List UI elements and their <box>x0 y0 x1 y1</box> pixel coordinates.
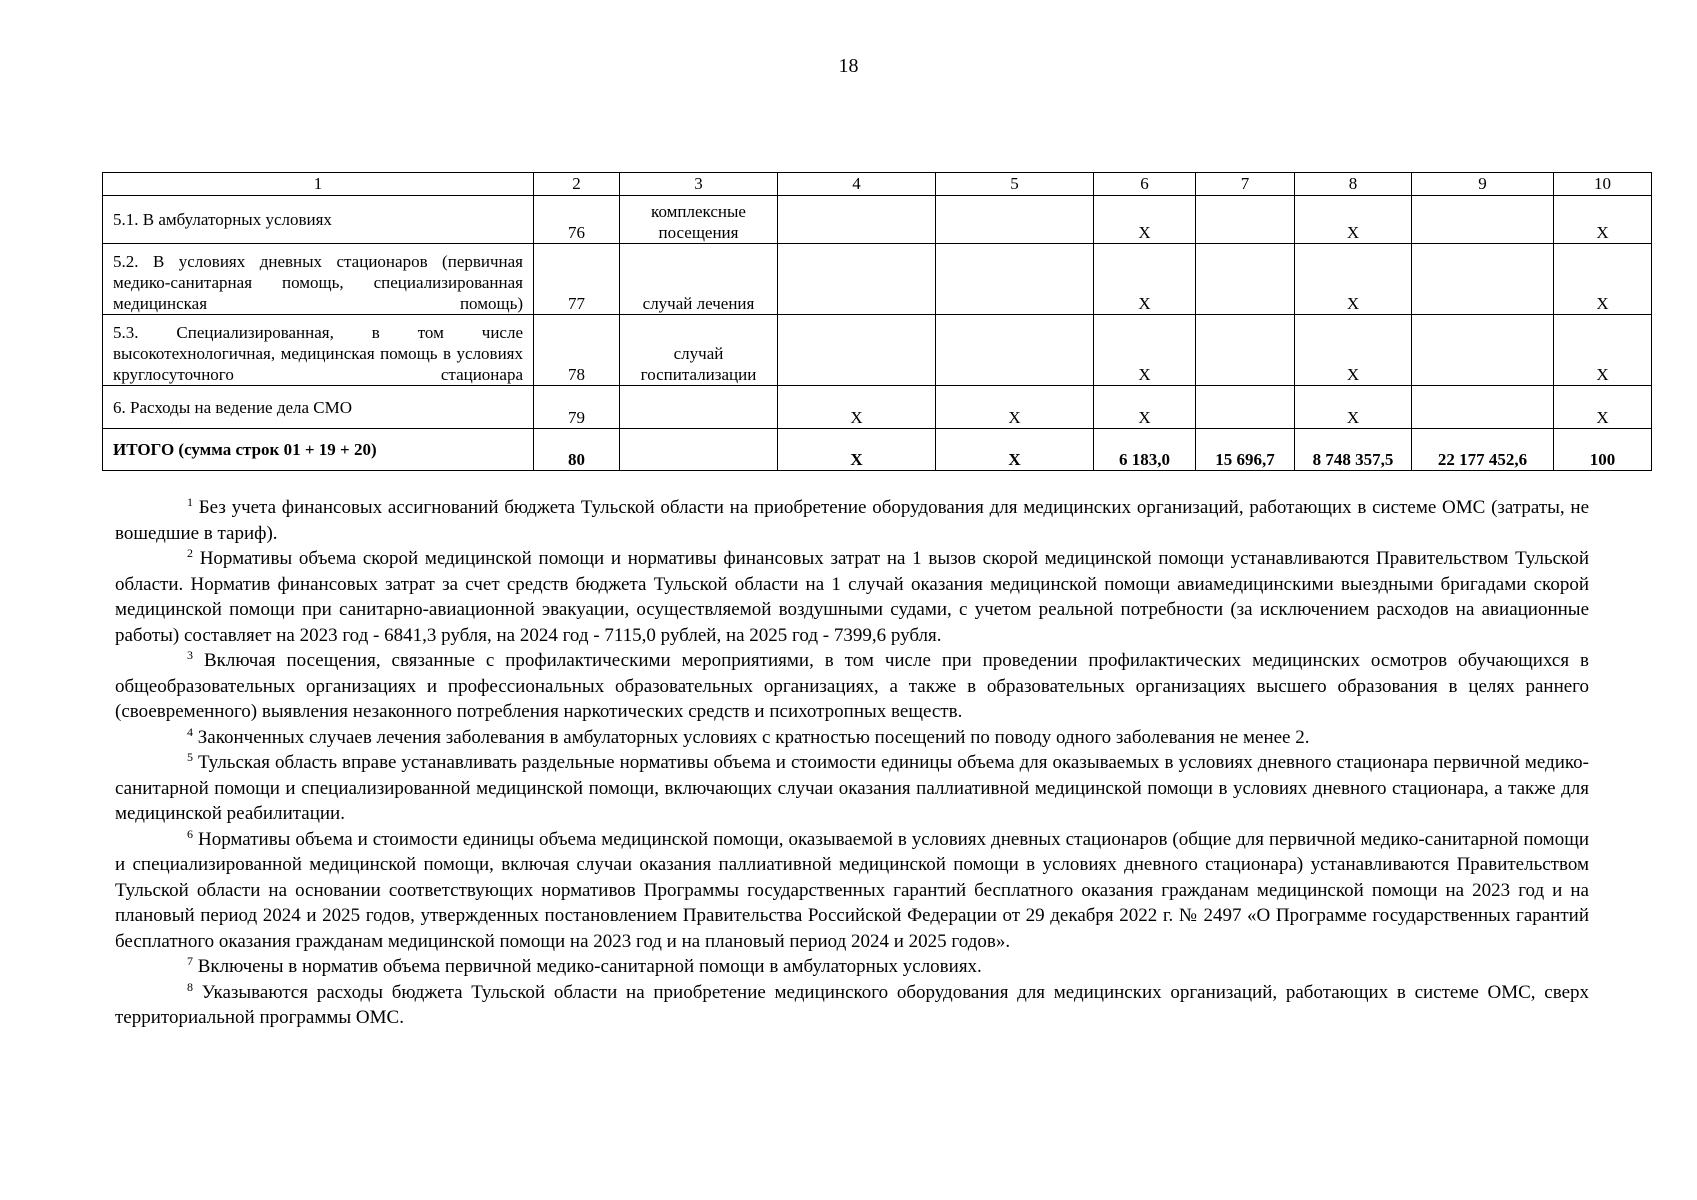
page-number: 18 <box>838 55 859 77</box>
footnote-number: 2 <box>187 546 193 560</box>
footnote-text: Включая посещения, связанные с профилактическими мероприятиями, в том числе при проведении профилактических медицинских осмотров обучающихся в общеобразовательных организациях и профессиональных образовательных организациях, а также в образовательных организациях высшего образования в целях раннего (своевременного) выявления незаконного потребления наркотических средств и психотропных веществ. <box>115 650 1589 722</box>
footnote <box>115 546 1589 648</box>
table-cell: X <box>1094 315 1196 386</box>
table-cell: 100 <box>1554 429 1652 471</box>
table-cell: X <box>1554 244 1652 315</box>
table-cell <box>936 315 1094 386</box>
column-header: 1 <box>103 173 534 196</box>
footnote-number: 3 <box>187 648 193 662</box>
table-cell <box>1196 196 1295 244</box>
table-cell: 79 <box>534 386 620 429</box>
footnote-number: 7 <box>187 954 193 968</box>
table-cell <box>778 244 936 315</box>
footnote-text: Без учета финансовых ассигнований бюджета Тульской области на приобретение оборудования для медицинских организаций, работающих в системе ОМС (затраты, не вошедшие в тариф). <box>115 497 1589 544</box>
table-cell: 76 <box>534 196 620 244</box>
footnote-text: Включены в норматив объема первичной медико-санитарной помощи в амбулаторных условиях. <box>197 956 982 977</box>
footnote-text: Нормативы объема и стоимости единицы объема медицинской помощи, оказываемой в условиях дневных стационаров (общие для первичной медико-санитарной помощи и специализированной медицинской помощи, включая случаи оказания паллиативной медицинской помощи в условиях дневного стационара) устанавливаются Правительством Тульской области на основании соответствующих нормативов Программы государственных гарантий бесплатного оказания гражданам медицинской помощи на 2023 год и на плановый период 2024 и 2025 годов, утвержденных постановлением Правительства Российской Федерации от 29 декабря 2022 г. № 2497 «О Программе государственных гарантий бесплатного оказания гражданам медицинской помощи на 2023 год и на плановый период 2024 и 2025 годов». <box>115 828 1589 952</box>
footnotes <box>115 495 1589 1031</box>
table-cell: 80 <box>534 429 620 471</box>
column-header: 9 <box>1412 173 1554 196</box>
footnote <box>115 750 1589 827</box>
footnote <box>115 954 1589 980</box>
footnote-number: 8 <box>187 979 193 994</box>
column-header: 4 <box>778 173 936 196</box>
table-cell: случай госпитализации <box>620 315 778 386</box>
table-cell: X <box>1094 386 1196 429</box>
table-cell: X <box>1295 315 1412 386</box>
footnote-text: Нормативы объема скорой медицинской помощи и нормативы финансовых затрат на 1 вызов скорой медицинской помощи устанавливаются Правительством Тульской области. Норматив финансовых затрат за счет средств бюджета Тульской области на 1 случай оказания медицинской помощи авиамедицинскими выездными бригадами скорой медицинской помощи при санитарно-авиационной эвакуации, осуществляемой воздушными судами, с учетом реальной потребности (за исключением расходов на авиационные работы) составляет на 2023 год - 6841,3 рубля, на 2024 год - 7115,0 рублей, на 2025 год - 7399,6 рубля. <box>115 548 1589 646</box>
table-cell <box>1412 315 1554 386</box>
table-cell <box>1196 244 1295 315</box>
table-cell: X <box>1295 244 1412 315</box>
table-cell <box>1196 315 1295 386</box>
column-header: 6 <box>1094 173 1196 196</box>
table-cell <box>620 386 778 429</box>
footnote <box>115 495 1589 546</box>
footnote-text: Указываются расходы бюджета Тульской области на приобретение медицинского оборудования для медицинских организаций, работающих в системе ОМС, сверх территориальной программы ОМС. <box>115 981 1589 1028</box>
table-cell: комплексные посещения <box>620 196 778 244</box>
row-label: ИТОГО (сумма строк 01 + 19 + 20) <box>103 429 534 471</box>
table-cell <box>1412 244 1554 315</box>
table-header-row <box>103 173 1652 196</box>
footnote <box>115 827 1589 955</box>
column-header: 3 <box>620 173 778 196</box>
table-cell <box>620 429 778 471</box>
table-row <box>103 244 1652 315</box>
footnote <box>115 980 1589 1031</box>
table-cell <box>936 196 1094 244</box>
row-label: 5.1. В амбулаторных условиях <box>103 196 534 244</box>
table-cell: X <box>936 386 1094 429</box>
table-row <box>103 386 1652 429</box>
table-cell: X <box>1554 386 1652 429</box>
table-cell: 78 <box>534 315 620 386</box>
table-cell: X <box>1094 196 1196 244</box>
table-cell: X <box>778 386 936 429</box>
column-header: 2 <box>534 173 620 196</box>
column-header: 10 <box>1554 173 1652 196</box>
data-table <box>102 172 1652 471</box>
table-cell: X <box>936 429 1094 471</box>
table-cell: X <box>1295 386 1412 429</box>
column-header: 7 <box>1196 173 1295 196</box>
table-cell: X <box>778 429 936 471</box>
table-cell: 15 696,7 <box>1196 429 1295 471</box>
total-row <box>103 429 1652 471</box>
table-row <box>103 315 1652 386</box>
table-cell <box>1412 196 1554 244</box>
table-cell: 77 <box>534 244 620 315</box>
table-cell: X <box>1094 244 1196 315</box>
row-label: 5.2. В условиях дневных стационаров (первичная медико-санитарная помощь, специализированная медицинская помощь) <box>103 244 534 315</box>
footnote <box>115 725 1589 751</box>
table-cell: X <box>1554 196 1652 244</box>
table-cell: 8 748 357,5 <box>1295 429 1412 471</box>
footnote-number: 4 <box>187 724 193 739</box>
column-header: 8 <box>1295 173 1412 196</box>
footnote <box>115 648 1589 725</box>
table-cell <box>778 196 936 244</box>
table-cell: X <box>1554 315 1652 386</box>
footnote-text: Тульская область вправе устанавливать раздельные нормативы объема и стоимости единицы объема для оказываемых в условиях дневного стационара первичной медико-санитарной помощи и специализированной медицинской помощи, включающих случаи оказания паллиативной медицинской помощи в условиях дневного стационара, а также для медицинской реабилитации. <box>115 752 1589 824</box>
footnote-text: Законченных случаев лечения заболевания в амбулаторных условиях с кратностью посещений по поводу одного заболевания не менее 2. <box>197 726 1310 748</box>
table-cell <box>778 315 936 386</box>
footnote-number: 6 <box>187 826 193 841</box>
table-cell <box>936 244 1094 315</box>
table-cell: 6 183,0 <box>1094 429 1196 471</box>
footnote-number: 1 <box>187 495 193 509</box>
table-row <box>103 196 1652 244</box>
row-label: 5.3. Специализированная, в том числе высокотехнологичная, медицинская помощь в условиях круглосуточного стационара <box>103 315 534 386</box>
row-label: 6. Расходы на ведение дела СМО <box>103 386 534 429</box>
column-header: 5 <box>936 173 1094 196</box>
table-cell: X <box>1295 196 1412 244</box>
table-cell: случай лечения <box>620 244 778 315</box>
table-cell <box>1412 386 1554 429</box>
table-cell: 22 177 452,6 <box>1412 429 1554 471</box>
table-cell <box>1196 386 1295 429</box>
footnote-number: 5 <box>187 750 193 764</box>
